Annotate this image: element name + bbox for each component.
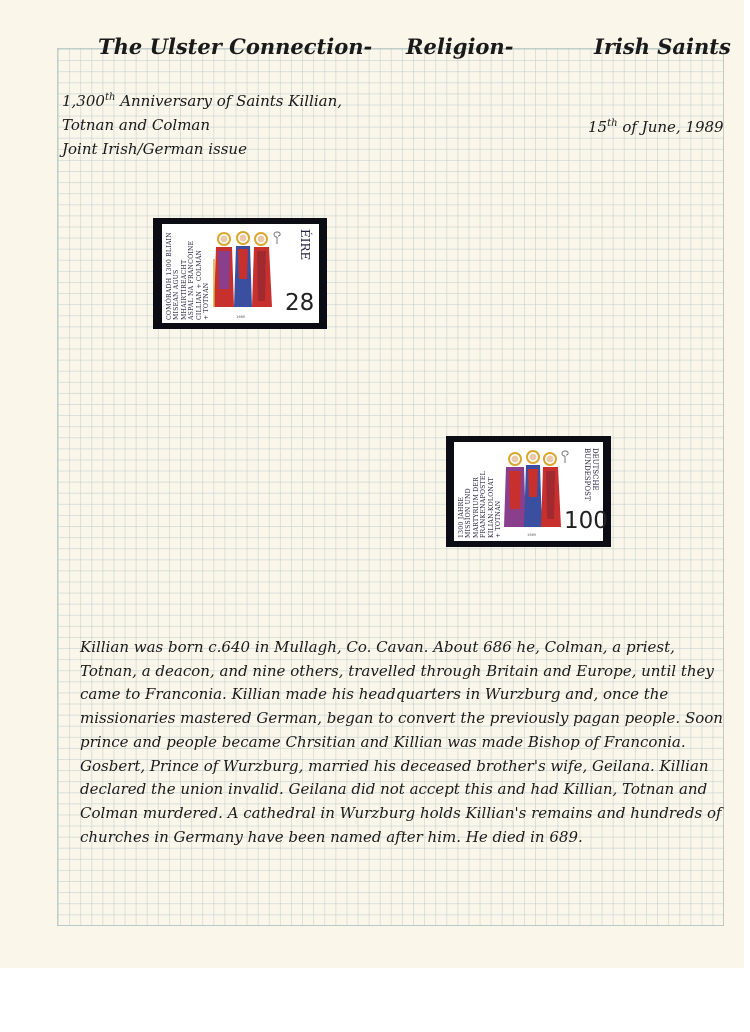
issue-date: 15th of June, 1989: [588, 118, 724, 136]
stamp-germany[interactable]: [454, 442, 608, 541]
stamp-germany-inscription: 1300 JAHRE MISSION UND MARTYRIUM DER FRANKENAPOSTEL KILIAN-KOLONAT + TOTNAN: [458, 471, 503, 538]
page-title-left: The Ulster Connection-: [98, 34, 373, 59]
saints-illustration: [212, 229, 274, 311]
page-title-right: Irish Saints: [594, 34, 731, 59]
history-paragraph: [80, 636, 723, 849]
history-line: Colman murdered. A cathedral in Wurzburg holds Killian's remains and hundreds of: [80, 803, 722, 822]
history-line: declared the union invalid. Geilana did not accept this and had Killian, Totnan and: [80, 780, 708, 799]
saints-illustration-de: [504, 449, 562, 529]
issue-description: [62, 86, 342, 161]
intro-line-1: 1,300th Anniversary of Saints Killian,: [62, 92, 343, 110]
history-line: Gosbert, Prince of Wurzburg, married his deceased brother's wife, Geilana. Killian: [80, 756, 709, 775]
stamp-germany-year: 1989: [527, 533, 536, 537]
stamp-eire[interactable]: [162, 224, 319, 323]
history-line: prince and people became Chrsitian and Killian was made Bishop of Franconia.: [80, 732, 686, 751]
page-title-center: Religion-: [406, 34, 514, 59]
intro-line-3: Joint Irish/German issue: [62, 140, 247, 158]
stamp-germany-value: 100: [564, 508, 608, 534]
stamp-eire-country: ÉIRE: [298, 229, 312, 261]
history-line: Totnan, a deacon, and nine others, travelled through Britain and Europe, until they: [80, 661, 714, 680]
stamp-eire-year: 1989: [236, 315, 245, 319]
crozier-icon-de: [558, 450, 572, 464]
stamp-germany-country: DEUTSCHE BUNDESPOST: [583, 448, 599, 501]
history-line: came to Franconia. Killian made his headquarters in Wurzburg and, once the: [80, 685, 669, 704]
history-line: missionaries mastered German, began to convert the previously pagan people. Soon: [80, 709, 723, 728]
history-line: Killian was born c.640 in Mullagh, Co. Cavan. About 686 he, Colman, a priest,: [80, 638, 675, 656]
scan-margin: [0, 968, 750, 1032]
stamp-eire-inscription: COMÓRADH 1300 BLIAIN MISEAN AGUS MHAIRTIREACHT ASPAL NA FRANCÓINE CILLIAN + COLMÁN + TOTNAN: [166, 232, 211, 320]
history-line: churches in Germany have been named after him. He died in 689.: [80, 827, 583, 846]
crozier-icon: [270, 231, 284, 245]
intro-line-2: Totnan and Colman: [62, 116, 211, 134]
stamp-eire-value: 28: [285, 290, 315, 316]
